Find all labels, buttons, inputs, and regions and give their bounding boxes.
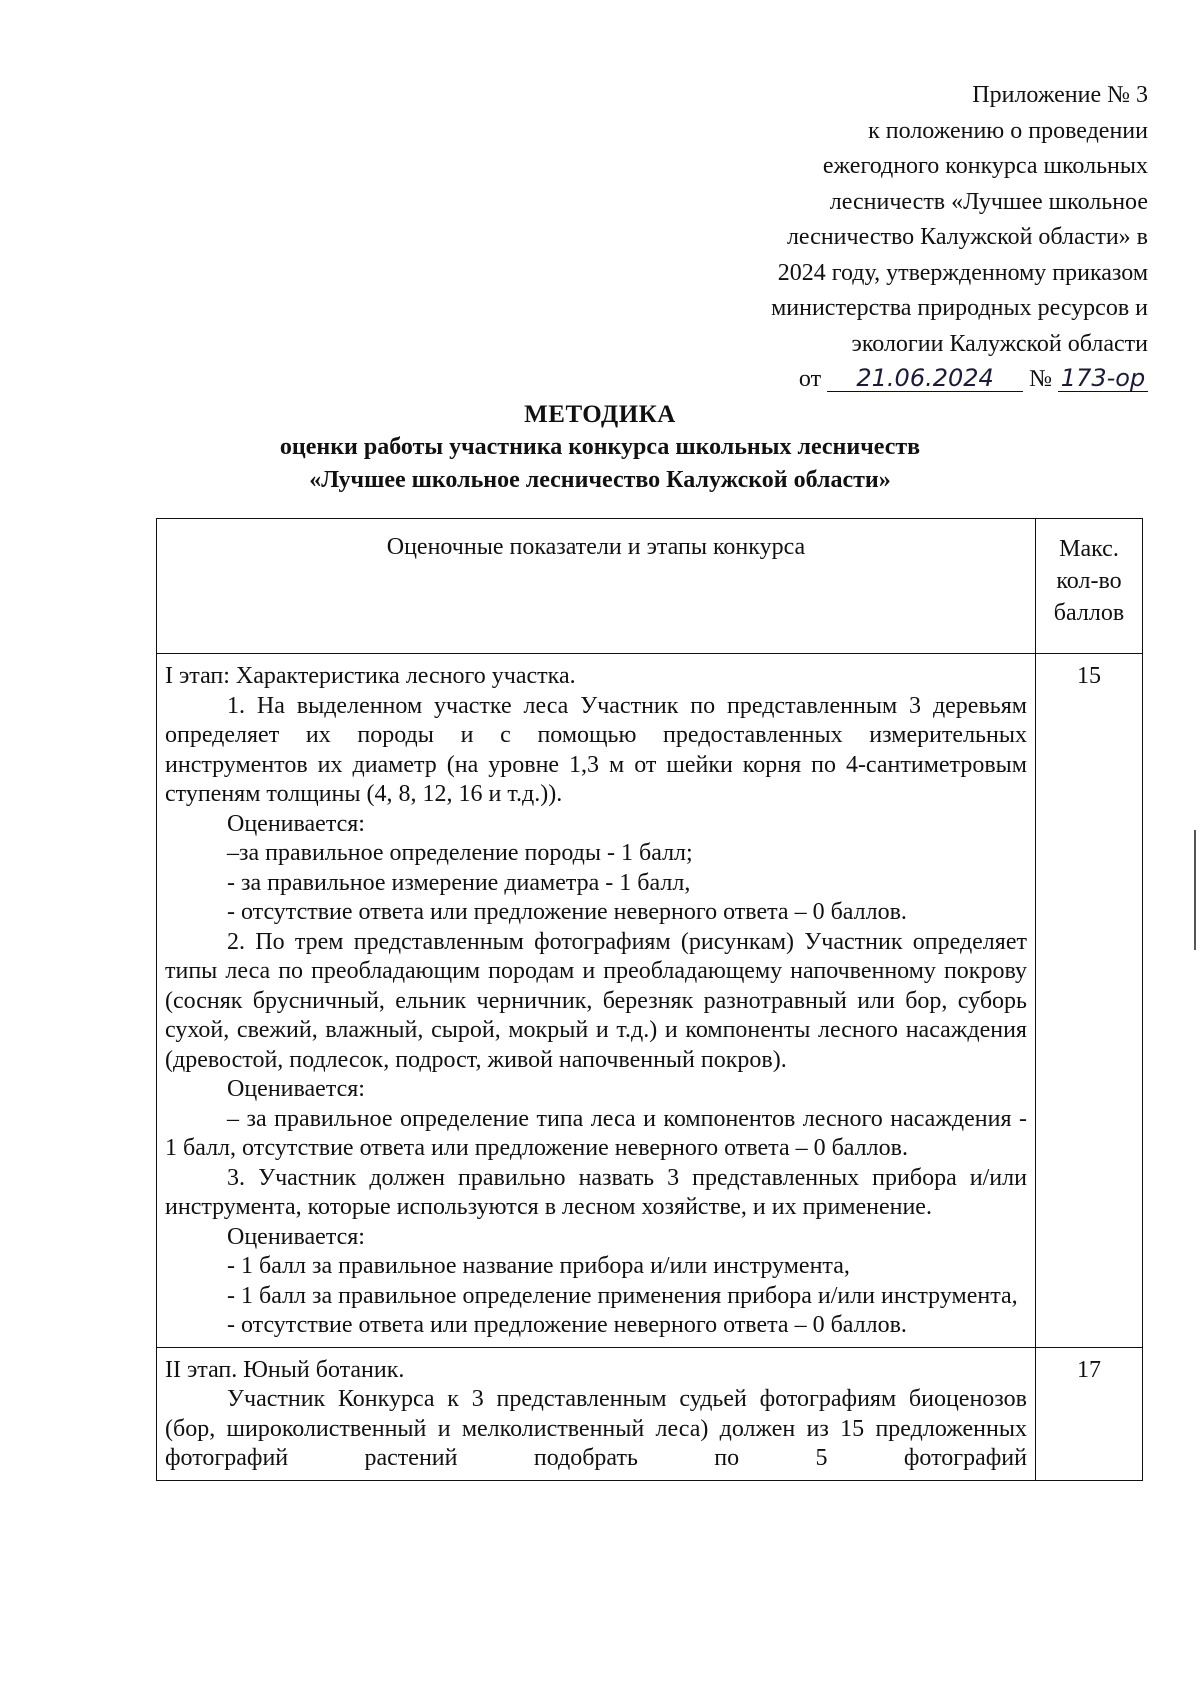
title-subtitle: оценки работы участника конкурса школьных лесничеств (279, 434, 921, 460)
stage1-item-1-criterion: –за правильное определение породы - 1 балл; (227, 840, 693, 866)
stage1-points: 15 (1035, 654, 1142, 1348)
stage1-item-2-criterion: – за правильное определение типа леса и компонентов лесного насаждения - 1 балл, отсутствие ответа или предложение неверного ответа – 0 баллов. (165, 1105, 1027, 1161)
stage1-item-3-criterion: - отсутствие ответа или предложение неверного ответа – 0 баллов. (227, 1312, 907, 1338)
stage1-item-3: 3. Участник должен правильно назвать 3 представленных прибора и/или инструмента, которые используются в лесном хозяйстве, и их применение. (165, 1164, 1027, 1220)
stage1-item-1: 1. На выделенном участке леса Участник по представленным 3 деревьям определяет их породы и с помощью предоставленных измерительных инструментов их диаметр (на уровне 1,3 м от шейки корня по 4-сантиметровым ступеням толщины (4, 8, 12, 16 и т.д.)). (165, 692, 1027, 807)
appendix-line: лесничество Калужской области» в (786, 224, 1148, 250)
document-title (0, 398, 1200, 497)
appendix-line: ежегодного конкурса школьных (822, 153, 1148, 179)
stage1-item-1-eval: Оценивается: (227, 810, 365, 837)
title-main: МЕТОДИКА (524, 401, 676, 428)
header-max-points (1035, 519, 1142, 654)
stage2-points: 17 (1035, 1347, 1142, 1480)
stage1-description (157, 654, 1036, 1348)
stage1-item-2: 2. По трем представленным фотографиям (рисункам) Участник определяет типы леса по преобладающим породам и преобладающему напочвенному покрову (сосняк брусничный, ельник черничник, березняк разнотравный или бор, суборь сухой, свежий, влажный, сырой, мокрый и т.д.) и компоненты лесного насаждения (древостой, подлесок, подрост, живой напочвенный покров). (165, 928, 1027, 1073)
order-reference-line (688, 362, 1148, 398)
stage1-item-3-criterion: - 1 балл за правильное определение применения прибора и/или инструмента, (227, 1282, 1018, 1309)
appendix-line: к положению о проведении (868, 117, 1148, 144)
handwritten-date: 21.06.2024 (827, 365, 1023, 392)
table-row (157, 1347, 1143, 1480)
table-row (157, 654, 1143, 1348)
stage2-title: II этап. Юный ботаник. (165, 1356, 405, 1383)
stage2-description (157, 1347, 1036, 1480)
header-points-line: Макс. (1059, 536, 1119, 562)
stage1-item-3-eval: Оценивается: (227, 1223, 365, 1250)
appendix-block (688, 78, 1148, 398)
stage1-item-1-criterion: - отсутствие ответа или предложение неверного ответа – 0 баллов. (227, 899, 907, 925)
header-points-line: кол-во (1056, 568, 1122, 594)
table-header-row (157, 519, 1143, 654)
title-contest-name: «Лучшее школьное лесничество Калужской области» (309, 467, 891, 493)
stage1-item-1-criterion: - за правильное измерение диаметра - 1 балл, (227, 869, 691, 896)
appendix-line: министерства природных ресурсов и (771, 295, 1148, 321)
date-prefix: от (798, 366, 822, 392)
handwritten-order-number: 173-ор (1058, 365, 1148, 392)
appendix-line: экологии Калужской области (851, 330, 1148, 357)
stage1-item-2-eval: Оценивается: (227, 1076, 365, 1102)
scan-edge-mark (1194, 830, 1196, 950)
appendix-line: 2024 году, утвержденному приказом (777, 259, 1148, 286)
header-indicators: Оценочные показатели и этапы конкурса (157, 519, 1036, 654)
header-points-line: баллов (1053, 600, 1125, 626)
assessment-table (156, 518, 1143, 1481)
appendix-line: лесничеств «Лучшее школьное (829, 188, 1148, 215)
stage1-title: I этап: Характеристика лесного участка. (165, 663, 576, 689)
number-prefix: № (1029, 366, 1052, 392)
stage1-item-3-criterion: - 1 балл за правильное название прибора и/или инструмента, (227, 1253, 850, 1279)
appendix-line: Приложение № 3 (972, 82, 1148, 108)
stage2-item-1: Участник Конкурса к 3 представленным судьей фотографиям биоценозов (бор, широколиственный и мелколиственный леса) должен из 15 предложенных фотографий растений подобрать по 5 фотографий (165, 1386, 1027, 1471)
